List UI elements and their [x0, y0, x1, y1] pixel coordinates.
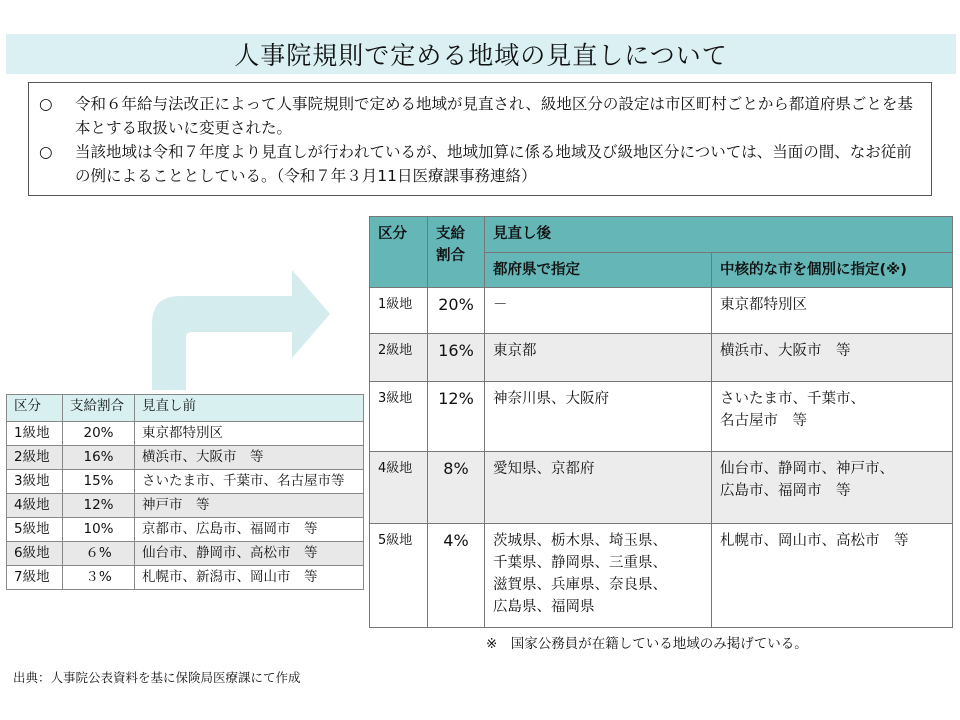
- rate-cell: 12%: [63, 494, 135, 518]
- rate-cell: 15%: [63, 470, 135, 494]
- table-row: [7, 518, 364, 542]
- note-item: [39, 140, 921, 188]
- footnote: ※ 国家公務員が在籍している地域のみ掲げている。: [486, 636, 808, 652]
- area-cell: 神戸市 等: [135, 494, 364, 518]
- city-cell: 仙台市、静岡市、神戸市、 広島市、福岡市 等: [712, 452, 953, 524]
- grade-cell: 7級地: [7, 566, 63, 590]
- grade-cell: 3級地: [370, 382, 428, 452]
- rate-cell: 8%: [428, 452, 485, 524]
- rate-cell: 4%: [428, 524, 485, 628]
- grade-cell: 2級地: [370, 334, 428, 382]
- area-cell: 京都市、広島市、福岡市 等: [135, 518, 364, 542]
- title-bar: [6, 34, 956, 74]
- notes-box: [28, 82, 932, 196]
- note-bullet: ○: [39, 143, 53, 161]
- grade-cell: 4級地: [370, 452, 428, 524]
- note-text: 令和６年給与法改正によって人事院規則で定める地域が見直され、級地区分の設定は市区町村ごとから都道府県ごとを基本とする取扱いに変更された。: [75, 95, 913, 137]
- table-row: [7, 446, 364, 470]
- rate-cell: 10%: [63, 518, 135, 542]
- source-note: 出典：人事院公表資料を基に保険局医療課にて作成: [13, 670, 301, 685]
- area-cell: さいたま市、千葉市、名古屋市等: [135, 470, 364, 494]
- table-row: [370, 382, 953, 452]
- area-cell: 仙台市、静岡市、高松市 等: [135, 542, 364, 566]
- area-cell: 札幌市、新潟市、岡山市 等: [135, 566, 364, 590]
- header-rate: 支給割合: [428, 217, 485, 288]
- table-row: [7, 494, 364, 518]
- rate-cell: ３%: [63, 566, 135, 590]
- grade-cell: 3級地: [7, 470, 63, 494]
- grade-cell: 4級地: [7, 494, 63, 518]
- before-review-table: [6, 394, 364, 590]
- old-header-before: 見直し前: [135, 395, 364, 422]
- header-review: 見直し後: [485, 217, 953, 253]
- note-bullet: ○: [39, 95, 53, 113]
- city-cell: 横浜市、大阪市 等: [712, 334, 953, 382]
- rate-cell: 16%: [428, 334, 485, 382]
- city-cell: さいたま市、千葉市、 名古屋市 等: [712, 382, 953, 452]
- prefecture-cell: －: [485, 288, 712, 334]
- grade-cell: 5級地: [370, 524, 428, 628]
- table-row: [370, 334, 953, 382]
- area-cell: 東京都特別区: [135, 422, 364, 446]
- grade-cell: 1級地: [370, 288, 428, 334]
- rate-cell: ６%: [63, 542, 135, 566]
- prefecture-cell: 愛知県、京都府: [485, 452, 712, 524]
- old-header-grade: 区分: [7, 395, 63, 422]
- city-cell: 札幌市、岡山市、高松市 等: [712, 524, 953, 628]
- old-header-rate: 支給割合: [63, 395, 135, 422]
- page-title: 人事院規則で定める地域の見直しについて: [234, 41, 728, 70]
- rate-cell: 12%: [428, 382, 485, 452]
- grade-cell: 6級地: [7, 542, 63, 566]
- table-row: [370, 524, 953, 628]
- rate-cell: 20%: [428, 288, 485, 334]
- rate-cell: 20%: [63, 422, 135, 446]
- prefecture-cell: 茨城県、栃木県、埼玉県、 千葉県、静岡県、三重県、 滋賀県、兵庫県、奈良県、 広島県、福岡県: [485, 524, 712, 628]
- area-cell: 横浜市、大阪市 等: [135, 446, 364, 470]
- header-city: 中核的な市を個別に指定(※): [712, 253, 953, 288]
- grade-cell: 2級地: [7, 446, 63, 470]
- table-row: [7, 422, 364, 446]
- prefecture-cell: 神奈川県、大阪府: [485, 382, 712, 452]
- grade-cell: 1級地: [7, 422, 63, 446]
- header-grade: 区分: [370, 217, 428, 288]
- table-row: [7, 470, 364, 494]
- table-row: [7, 542, 364, 566]
- rate-cell: 16%: [63, 446, 135, 470]
- table-row: [7, 566, 364, 590]
- after-review-table: [369, 216, 953, 628]
- prefecture-cell: 東京都: [485, 334, 712, 382]
- note-item: [39, 92, 921, 140]
- table-row: [370, 288, 953, 334]
- city-cell: 東京都特別区: [712, 288, 953, 334]
- note-text: 当該地域は令和７年度より見直しが行われているが、地域加算に係る地域及び級地区分については、当面の間、なお従前の例によることとしている。（令和７年３月11日医療課事務連絡）: [75, 143, 912, 185]
- grade-cell: 5級地: [7, 518, 63, 542]
- header-prefecture: 都府県で指定: [485, 253, 712, 288]
- table-row: [370, 452, 953, 524]
- right-turn-arrow-icon: [140, 262, 336, 392]
